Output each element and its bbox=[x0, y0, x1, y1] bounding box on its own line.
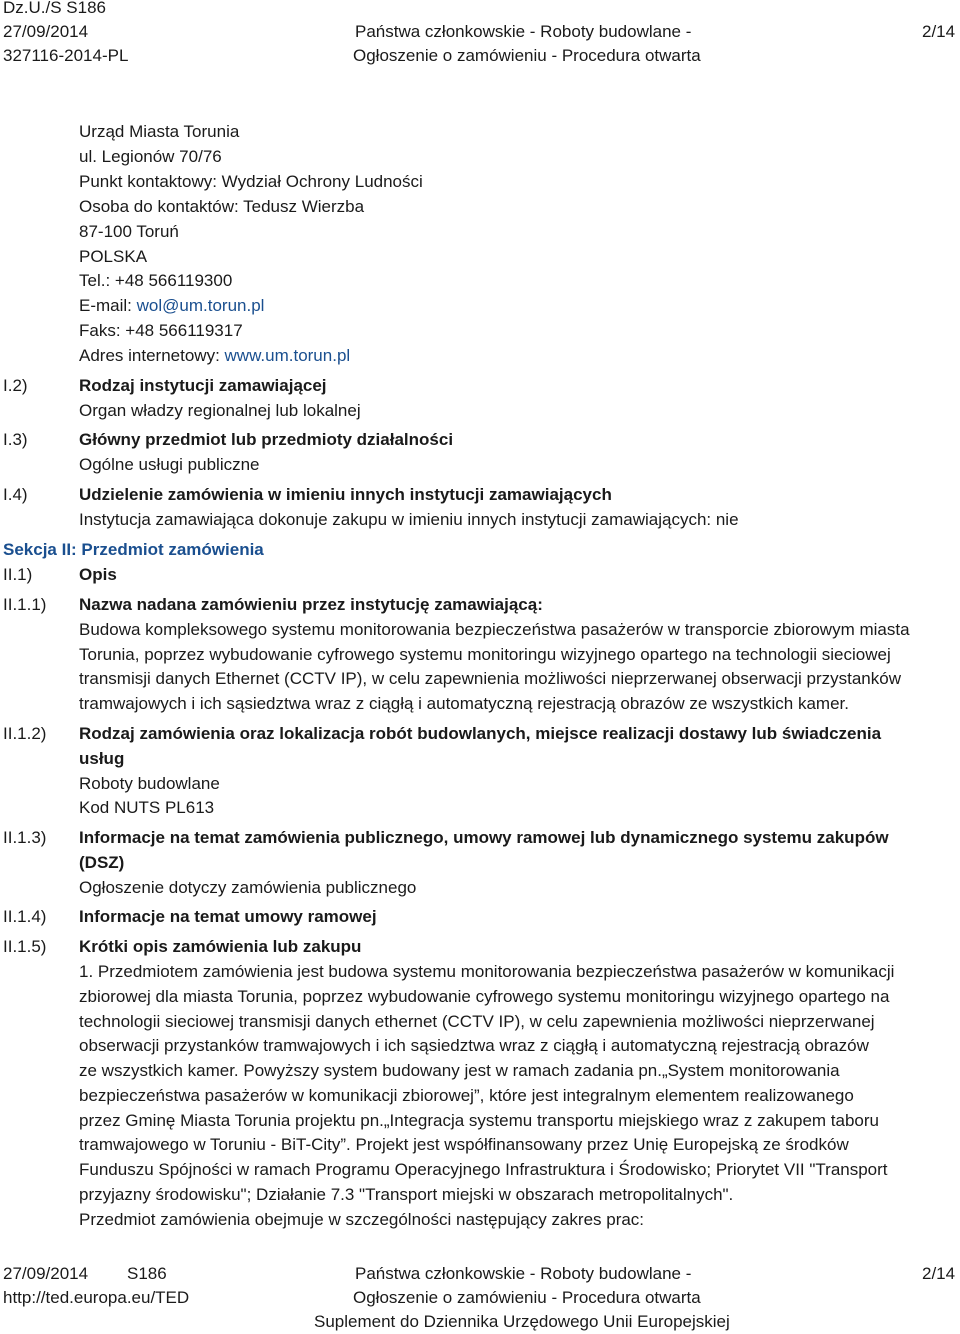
phone: Tel.: +48 566119300 bbox=[79, 271, 233, 290]
section-number-ii14: II.1.4) bbox=[3, 907, 47, 926]
section-title-i4: Udzielenie zamówienia w imieniu innych instytucji zamawiających bbox=[79, 485, 612, 504]
header-title-line1: Państwa członkowskie - Roboty budowlane - bbox=[355, 22, 692, 41]
contract-name-line: Torunia, poprzez wybudowanie cyfrowego systemu monitoringu wizyjnego opartego na technologii sieciowej bbox=[79, 645, 891, 664]
section-value-i3: Ogólne usługi publiczne bbox=[79, 455, 260, 474]
section-title-ii1: Opis bbox=[79, 565, 117, 584]
footer-date: 27/09/2014 bbox=[3, 1264, 89, 1283]
description-line: ze wszystkich kamer. Powyższy system budowany jest w ramach zadania pn.„System monitorowania bbox=[79, 1061, 840, 1080]
description-line: przyjazny środowisku"; Działanie 7.3 "Transport miejski w obszarach metropolitalnych". bbox=[79, 1185, 734, 1204]
nuts-code: Kod NUTS PL613 bbox=[79, 798, 215, 817]
footer-title-line1: Państwa członkowskie - Roboty budowlane - bbox=[355, 1264, 692, 1283]
section-title-i2: Rodzaj instytucji zamawiającej bbox=[79, 376, 327, 395]
footer-url[interactable]: http://ted.europa.eu/TED bbox=[3, 1288, 190, 1307]
description-line: przez Gminę Miasta Torunia projektu pn.„Integracja systemu transportu miejskiego wraz z zakupem taboru bbox=[79, 1111, 879, 1130]
website-label: Adres internetowy: bbox=[79, 346, 225, 365]
section-number-i2: I.2) bbox=[3, 376, 28, 395]
contract-name-line: Budowa kompleksowego systemu monitorowania bezpieczeństwa pasażerów w transporcie zbiorowym miasta bbox=[79, 620, 910, 639]
website-link[interactable]: www.um.torun.pl bbox=[224, 346, 351, 365]
section-title-ii13: Informacje na temat zamówienia publicznego, umowy ramowej lub dynamicznego systemu zakupów bbox=[79, 828, 889, 847]
section-number-ii13: II.1.3) bbox=[3, 828, 47, 847]
description-line: Przedmiot zamówienia obejmuje w szczególności następujący zakres prac: bbox=[79, 1210, 645, 1229]
description-line: 1. Przedmiotem zamówienia jest budowa systemu monitorowania bezpieczeństwa pasażerów w komunikacji bbox=[79, 962, 895, 981]
section-value-i2: Organ władzy regionalnej lub lokalnej bbox=[79, 401, 361, 420]
header-date: 27/09/2014 bbox=[3, 22, 89, 41]
section-title-ii12: Rodzaj zamówienia oraz lokalizacja robót budowlanych, miejsce realizacji dostawy lub świadczenia bbox=[79, 724, 882, 743]
email-row bbox=[79, 293, 264, 318]
description-line: zbiorowej dla miasta Torunia, poprzez wybudowanie cyfrowego systemu monitoringu wizyjnego opartego na bbox=[79, 987, 890, 1006]
email-link[interactable]: wol@um.torun.pl bbox=[136, 296, 265, 315]
contract-name-line: tramwajowych i ich sąsiedztwa wraz z ciągłą i automatyczną rejestracją obrazów ze wszystkich kamer. bbox=[79, 694, 849, 713]
section-number-ii15: II.1.5) bbox=[3, 937, 47, 956]
description-line: obserwacji przystanków tramwajowych i ich sąsiedztwa wraz z ciągłą i automatyczną rejestracją obrazów bbox=[79, 1036, 869, 1055]
authority-street: ul. Legionów 70/76 bbox=[79, 147, 222, 166]
country: POLSKA bbox=[79, 247, 148, 266]
footer-page-number: 2/14 bbox=[922, 1264, 956, 1283]
section-title-ii13-cont: (DSZ) bbox=[79, 853, 125, 872]
header-page-number: 2/14 bbox=[922, 22, 956, 41]
section-number-ii12: II.1.2) bbox=[3, 724, 47, 743]
section-heading-ii: Sekcja II: Przedmiot zamówienia bbox=[3, 540, 264, 559]
section-number-i3: I.3) bbox=[3, 430, 28, 449]
footer-title-line2: Ogłoszenie o zamówieniu - Procedura otwarta bbox=[353, 1288, 701, 1307]
header-notice-id: 327116-2014-PL bbox=[3, 46, 129, 65]
description-line: technologii sieciowej transmisji danych ethernet (CCTV IP), w celu zapewnienia możliwości nieprzerwanej bbox=[79, 1012, 875, 1031]
section-value-i4: Instytucja zamawiająca dokonuje zakupu w imieniu innych instytucji zamawiających: nie bbox=[79, 510, 739, 529]
description-line: bezpieczeństwa pasażerów w komunikacji zbiorowej”, które jest integralnym elementem realizowanego bbox=[79, 1086, 854, 1105]
postal-code-city: 87-100 Toruń bbox=[79, 222, 179, 241]
section-title-ii11: Nazwa nadana zamówieniu przez instytucję zamawiającą: bbox=[79, 595, 543, 614]
section-title-i3: Główny przedmiot lub przedmioty działalności bbox=[79, 430, 454, 449]
notice-type-value: Ogłoszenie dotyczy zamówienia publicznego bbox=[79, 878, 417, 897]
contact-person: Osoba do kontaktów: Tedusz Wierzba bbox=[79, 197, 365, 216]
contact-point: Punkt kontaktowy: Wydział Ochrony Ludności bbox=[79, 172, 423, 191]
section-number-i4: I.4) bbox=[3, 485, 28, 504]
contract-name-line: transmisji danych Ethernet (CCTV IP), w celu zapewnienia możliwości nieprzerwanej obserwacji przystanków bbox=[79, 669, 901, 688]
email-label: E-mail: bbox=[79, 296, 137, 315]
fax: Faks: +48 566119317 bbox=[79, 321, 243, 340]
section-number-ii1: II.1) bbox=[3, 565, 33, 584]
footer-series-code: S186 bbox=[127, 1264, 167, 1283]
description-line: Funduszu Spójności w ramach Programu Operacyjnego Infrastruktura i Środowisko; Priorytet VII "Transport bbox=[79, 1160, 888, 1179]
section-title-ii15: Krótki opis zamówienia lub zakupu bbox=[79, 937, 362, 956]
section-title-ii12-cont: usług bbox=[79, 749, 125, 768]
footer-supplement: Suplement do Dziennika Urzędowego Unii Europejskiej bbox=[314, 1312, 730, 1331]
contract-type: Roboty budowlane bbox=[79, 774, 220, 793]
website-row bbox=[79, 343, 350, 368]
header-journal-ref: Dz.U./S S186 bbox=[3, 0, 106, 17]
section-title-ii14: Informacje na temat umowy ramowej bbox=[79, 907, 377, 926]
section-number-ii11: II.1.1) bbox=[3, 595, 47, 614]
authority-name: Urząd Miasta Torunia bbox=[79, 122, 240, 141]
header-title-line2: Ogłoszenie o zamówieniu - Procedura otwarta bbox=[353, 46, 701, 65]
description-line: tramwajowego w Toruniu - BiT-City”. Projekt jest współfinansowany przez Unię Europejską ze środków bbox=[79, 1135, 849, 1154]
